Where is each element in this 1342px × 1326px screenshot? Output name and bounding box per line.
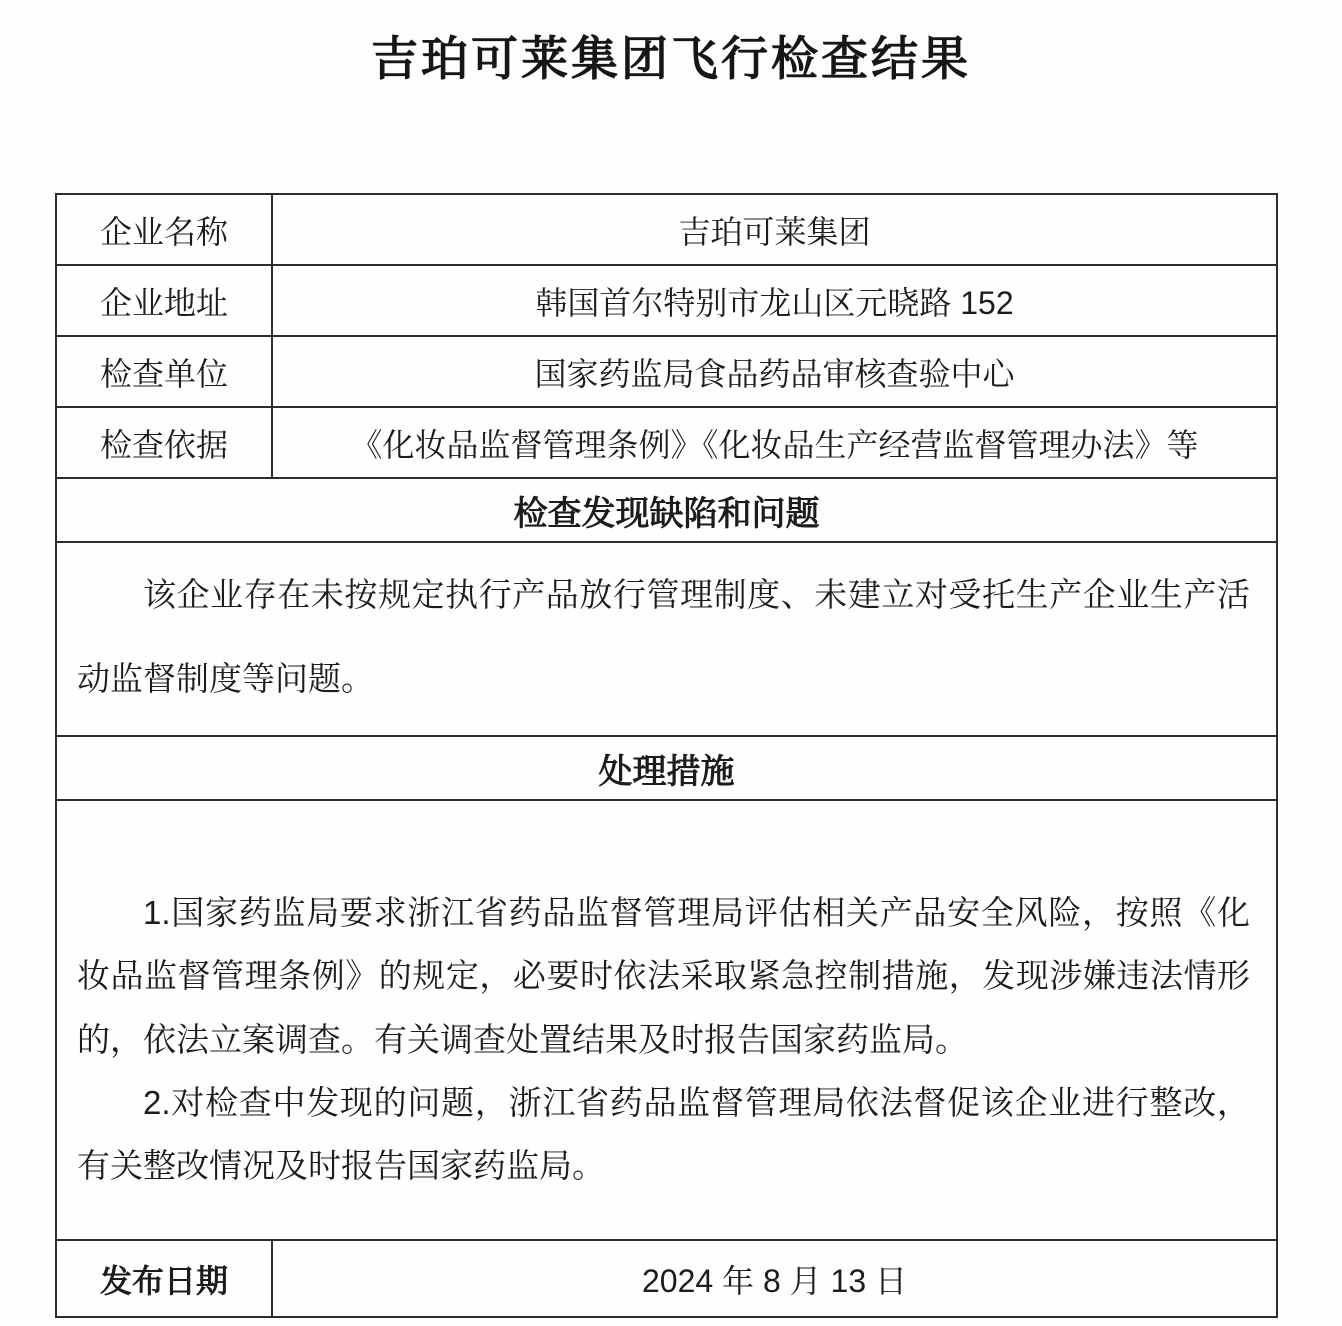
- measures-body-cell: [56, 800, 1277, 1240]
- document-title: 吉珀可莱集团飞行检查结果: [371, 32, 971, 85]
- company-address-value: 韩国首尔特别市龙山区元晓路 152: [272, 265, 1277, 336]
- inspection-basis-value: 《化妆品监督管理条例》《化妆品生产经营监督管理办法》等: [272, 407, 1277, 478]
- table-row-defects-header: [56, 478, 1277, 542]
- inspection-basis-label: 检查依据: [56, 407, 272, 478]
- measures-section-header: 处理措施: [56, 736, 1277, 800]
- inspection-result-table: [55, 193, 1278, 1318]
- table-row-inspection-unit: [56, 336, 1277, 407]
- publish-date-value: 2024 年 8 月 13 日: [272, 1240, 1277, 1317]
- defects-body-text: 该企业存在未按规定执行产品放行管理制度、未建立对受托生产企业生产活动监督制度等问题。: [77, 576, 1250, 698]
- inspection-unit-value: 国家药监局食品药品审核查验中心: [272, 336, 1277, 407]
- company-address-label: 企业地址: [56, 265, 272, 336]
- table-row-measures-header: [56, 736, 1277, 800]
- table-row-company-name: [56, 194, 1277, 265]
- table-row-company-address: [56, 265, 1277, 336]
- table-row-publish-date: [56, 1240, 1277, 1317]
- defects-body-cell: [56, 542, 1277, 736]
- company-name-value: 吉珀可莱集团: [272, 194, 1277, 265]
- table-row-defects-body: [56, 542, 1277, 736]
- measures-paragraph-1: 1.国家药监局要求浙江省药品监督管理局评估相关产品安全风险，按照《化妆品监督管理条例》的规定，必要时依法采取紧急控制措施，发现涉嫌违法情形的，依法立案调查。有关调查处置结果及时报告国家药监局。: [77, 893, 1250, 1058]
- publish-date-label: 发布日期: [56, 1240, 272, 1317]
- table-row-inspection-basis: [56, 407, 1277, 478]
- company-name-label: 企业名称: [56, 194, 272, 265]
- table-row-measures-body: [56, 800, 1277, 1240]
- measures-paragraph-2: 2.对检查中发现的问题，浙江省药品监督管理局依法督促该企业进行整改，有关整改情况及时报告国家药监局。: [77, 1083, 1250, 1185]
- defects-section-header: 检查发现缺陷和问题: [56, 478, 1277, 542]
- inspection-unit-label: 检查单位: [56, 336, 272, 407]
